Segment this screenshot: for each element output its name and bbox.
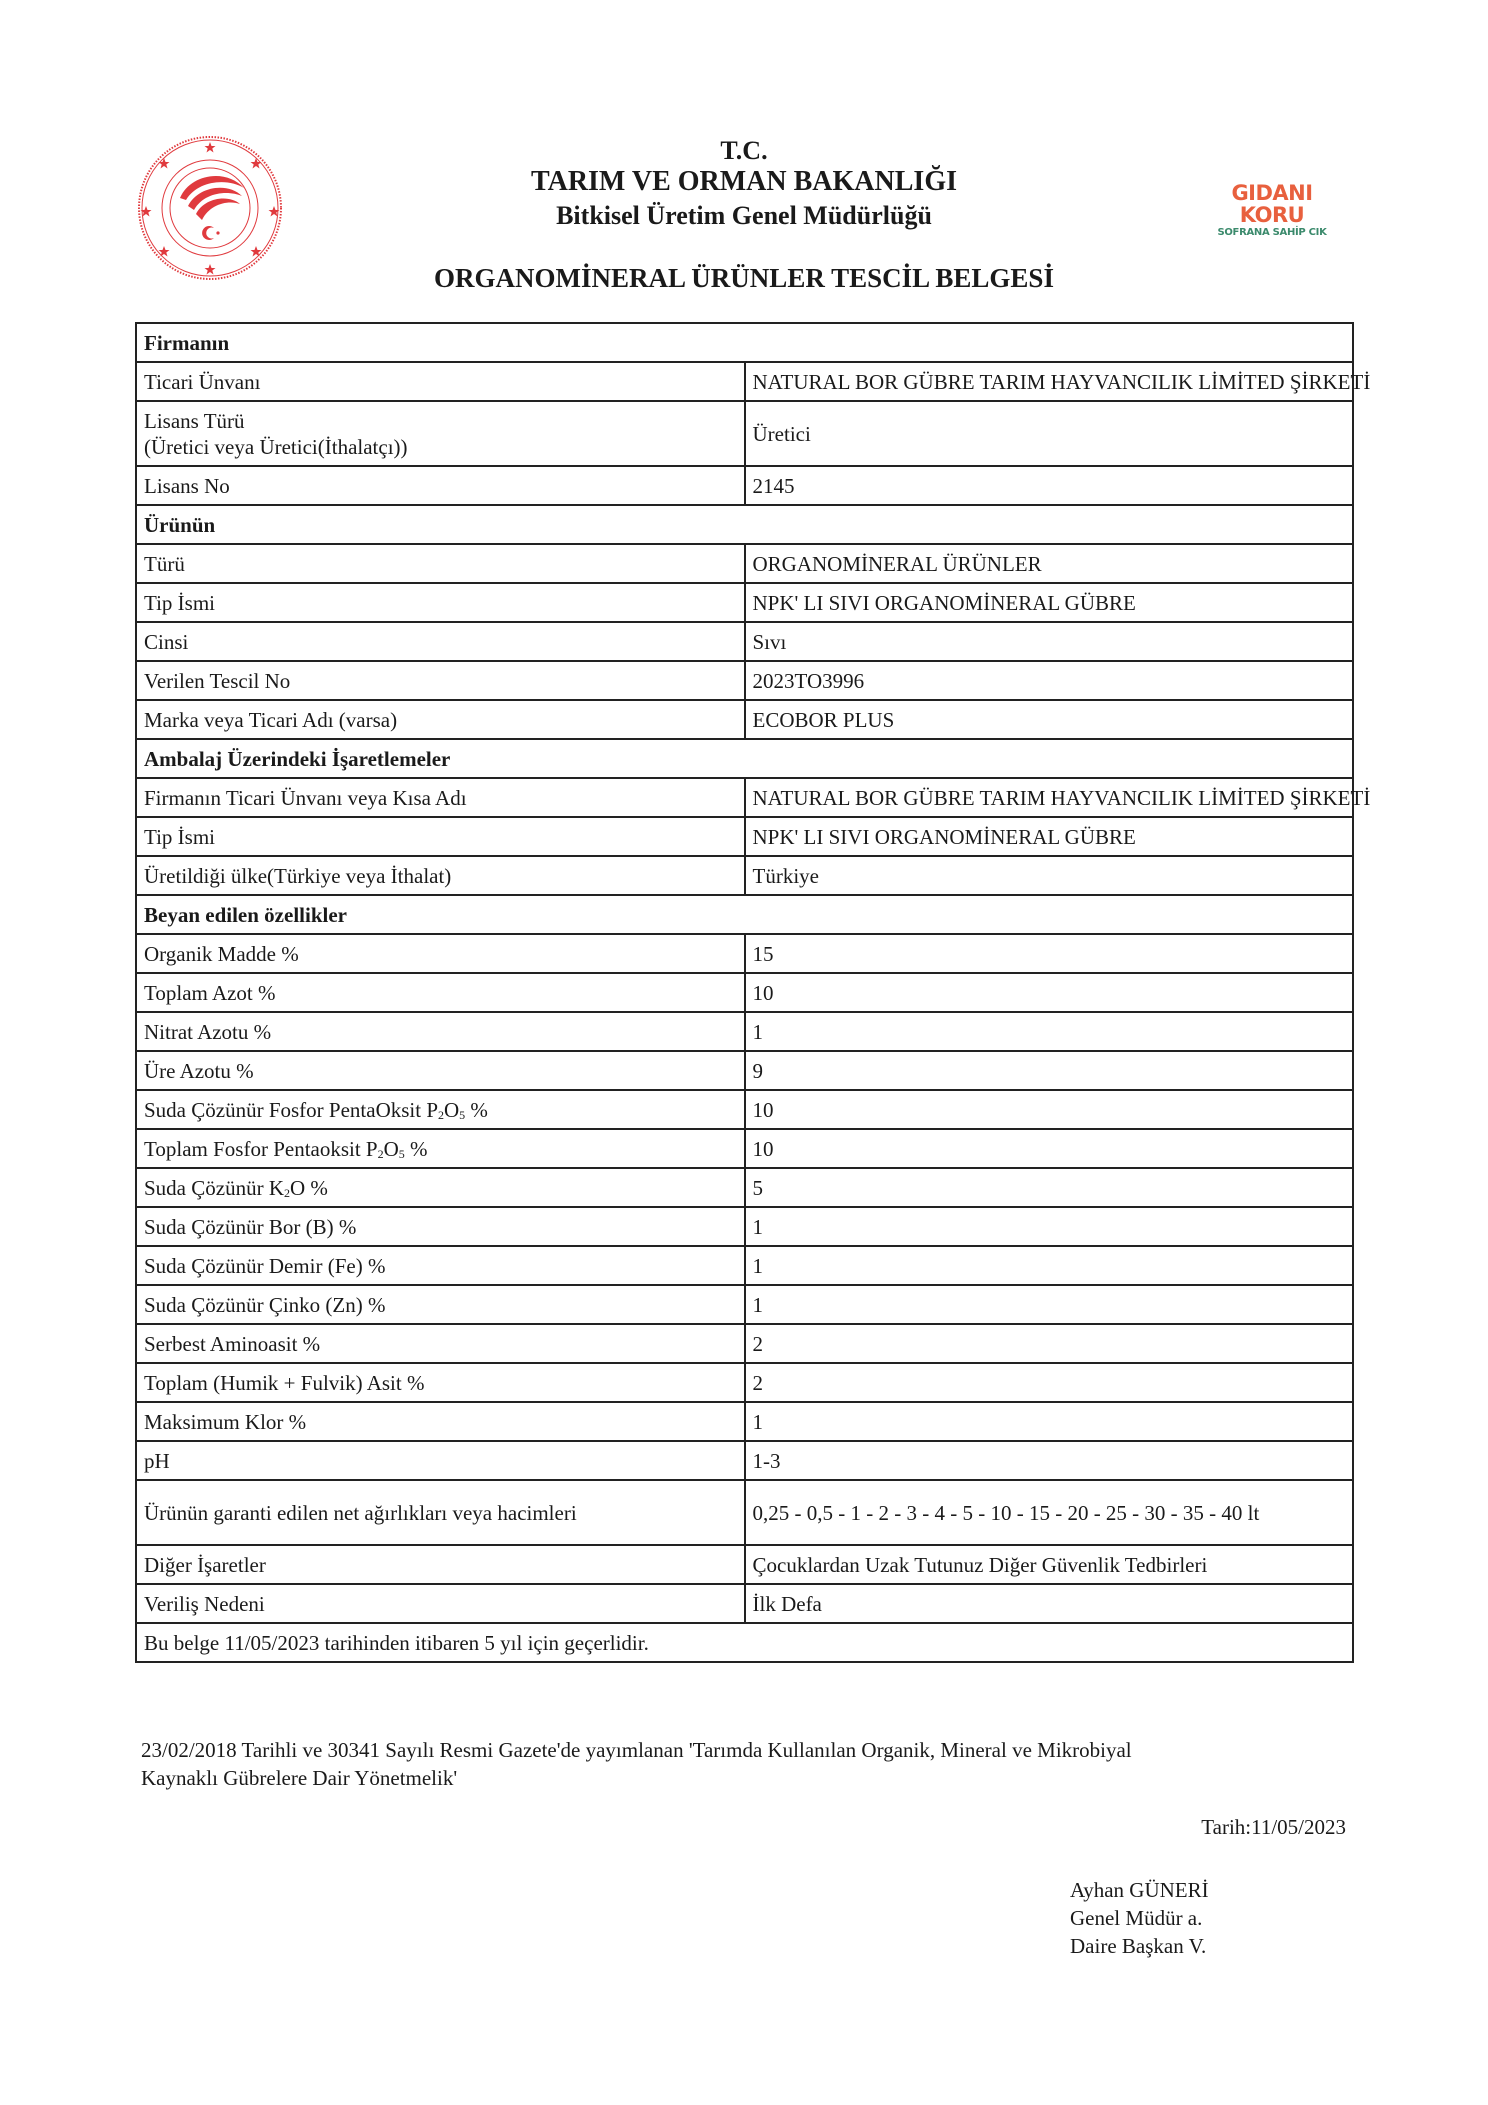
table-row [136,1285,1353,1324]
table-row [136,973,1353,1012]
signatory-name: Ayhan GÜNERİ [1070,1878,1209,1902]
table-row [136,778,1353,817]
table-row [136,401,1353,466]
section-heading-product: Ürünün [136,505,1353,544]
property-value: 10 [745,1090,1354,1129]
table-row [136,817,1353,856]
table-row [136,1168,1353,1207]
directorate-heading: Bitkisel Üretim Genel Müdürlüğü [556,201,932,230]
table-row [136,934,1353,973]
section-heading-properties: Beyan edilen özellikler [136,895,1353,934]
signatory-title: Daire Başkan V. [1070,1934,1207,1958]
signatory-title: Genel Müdür a. [1070,1906,1203,1930]
property-label: Ürünün garanti edilen net ağırlıkları veya hacimleri [136,1480,745,1545]
table-row [136,622,1353,661]
field-label: Tip İsmi [136,583,745,622]
property-value: 1-3 [745,1441,1354,1480]
property-label: Organik Madde % [136,934,745,973]
certificate-table [135,322,1371,1663]
property-value: 2 [745,1363,1354,1402]
country-heading: T.C. [720,136,768,165]
property-value: Çocuklardan Uzak Tutunuz Diğer Güvenlik Tedbirleri [745,1545,1354,1584]
section-row-properties [136,895,1353,934]
regulation-line: 23/02/2018 Tarihli ve 30341 Sayılı Resmi Gazete'de yayımlanan 'Tarımda Kullanılan Organik, Mineral ve Mikrobiyal [141,1738,1132,1762]
table-row [136,466,1353,505]
property-value: 10 [745,1129,1354,1168]
table-row [136,1246,1353,1285]
table-row [136,544,1353,583]
table-row [136,1012,1353,1051]
field-label-line: (Üretici veya Üretici(İthalatçı)) [144,434,408,459]
field-value: 2023TO3996 [745,661,1354,700]
property-value: 0,25 - 0,5 - 1 - 2 - 3 - 4 - 5 - 10 - 15 - 20 - 25 - 30 - 35 - 40 lt [745,1480,1354,1545]
section-row-packaging [136,739,1353,778]
field-label: Cinsi [136,622,745,661]
property-value: 1 [745,1012,1354,1051]
section-row-firm [136,323,1353,362]
field-label: Türü [136,544,745,583]
brand-tagline: SOFRANA SAHİP CIK [1217,227,1327,238]
property-value: 1 [745,1402,1354,1441]
table-row [136,1402,1353,1441]
property-label: Üre Azotu % [136,1051,745,1090]
property-value: 1 [745,1207,1354,1246]
field-label: Lisans No [136,466,745,505]
section-heading-firm: Firmanın [136,323,1353,362]
property-value: 5 [745,1168,1354,1207]
regulation-reference [141,1736,1341,1792]
ministry-heading: TARIM VE ORMAN BAKANLIĞI [531,166,957,197]
table-row [136,700,1353,739]
validity-statement: Bu belge 11/05/2023 tarihinden itibaren 5 yıl için geçerlidir. [136,1623,1353,1662]
property-label: Suda Çözünür Fosfor PentaOksit $P_2O_5$ % [136,1090,745,1129]
property-value: 15 [745,934,1354,973]
field-value: NATURAL BOR GÜBRE TARIM HAYVANCILIK LİMİTED ŞİRKETİ [745,778,1354,817]
property-value: 2 [745,1324,1354,1363]
field-label: Üretildiği ülke(Türkiye veya İthalat) [136,856,745,895]
document-title: ORGANOMİNERAL ÜRÜNLER TESCİL BELGESİ [434,263,1054,293]
field-value: NATURAL BOR GÜBRE TARIM HAYVANCILIK LİMİTED ŞİRKETİ [745,362,1354,401]
table-row [136,362,1353,401]
field-value: Türkiye [745,856,1354,895]
issue-date: Tarih:11/05/2023 [1201,1815,1346,1839]
property-label: Nitrat Azotu % [136,1012,745,1051]
property-label: Diğer İşaretler [136,1545,745,1584]
signature-block [1070,1876,1209,1960]
table-row [136,1545,1353,1584]
table-row [136,1324,1353,1363]
brand-name: GIDANI KORU [1231,181,1313,227]
property-label: Suda Çözünür $K_2O$ % [136,1168,745,1207]
property-label: Toplam Azot % [136,973,745,1012]
property-label: Toplam Fosfor Pentaoksit $P_2O_5$ % [136,1129,745,1168]
table-row [136,1051,1353,1090]
field-value: NPK' LI SIVI ORGANOMİNERAL GÜBRE [745,817,1354,856]
table-row [136,856,1353,895]
field-value: Üretici [745,401,1354,466]
table-row [136,661,1353,700]
property-value: 9 [745,1051,1354,1090]
field-label-line: Lisans Türü [144,408,245,433]
field-value: ECOBOR PLUS [745,700,1354,739]
field-label: Tip İsmi [136,817,745,856]
table-row [136,583,1353,622]
section-heading-packaging: Ambalaj Üzerindeki İşaretlemeler [136,739,1353,778]
field-value: Sıvı [745,622,1354,661]
validity-row [136,1623,1353,1662]
field-label [136,401,745,466]
property-label: pH [136,1441,745,1480]
property-label: Suda Çözünür Çinko (Zn) % [136,1285,745,1324]
field-value: NPK' LI SIVI ORGANOMİNERAL GÜBRE [745,583,1354,622]
property-value: 1 [745,1285,1354,1324]
table-row [136,1584,1353,1623]
table-row [136,1129,1353,1168]
section-row-product [136,505,1353,544]
property-label: Toplam (Humik + Fulvik) Asit % [136,1363,745,1402]
property-label: Suda Çözünür Bor (B) % [136,1207,745,1246]
property-label: Veriliş Nedeni [136,1584,745,1623]
table-row [136,1207,1353,1246]
field-label: Firmanın Ticari Ünvanı veya Kısa Adı [136,778,745,817]
field-value: 2145 [745,466,1354,505]
table-row [136,1090,1353,1129]
property-label: Maksimum Klor % [136,1402,745,1441]
property-value: İlk Defa [745,1584,1354,1623]
property-value: 10 [745,973,1354,1012]
field-label: Marka veya Ticari Adı (varsa) [136,700,745,739]
field-label: Verilen Tescil No [136,661,745,700]
table-row [136,1441,1353,1480]
field-label: Ticari Ünvanı [136,362,745,401]
property-label: Serbest Aminoasit % [136,1324,745,1363]
regulation-line: Kaynaklı Gübrelere Dair Yönetmelik' [141,1766,458,1790]
table-row [136,1480,1353,1545]
field-value: ORGANOMİNERAL ÜRÜNLER [745,544,1354,583]
property-value: 1 [745,1246,1354,1285]
table-row [136,1363,1353,1402]
property-label: Suda Çözünür Demir (Fe) % [136,1246,745,1285]
